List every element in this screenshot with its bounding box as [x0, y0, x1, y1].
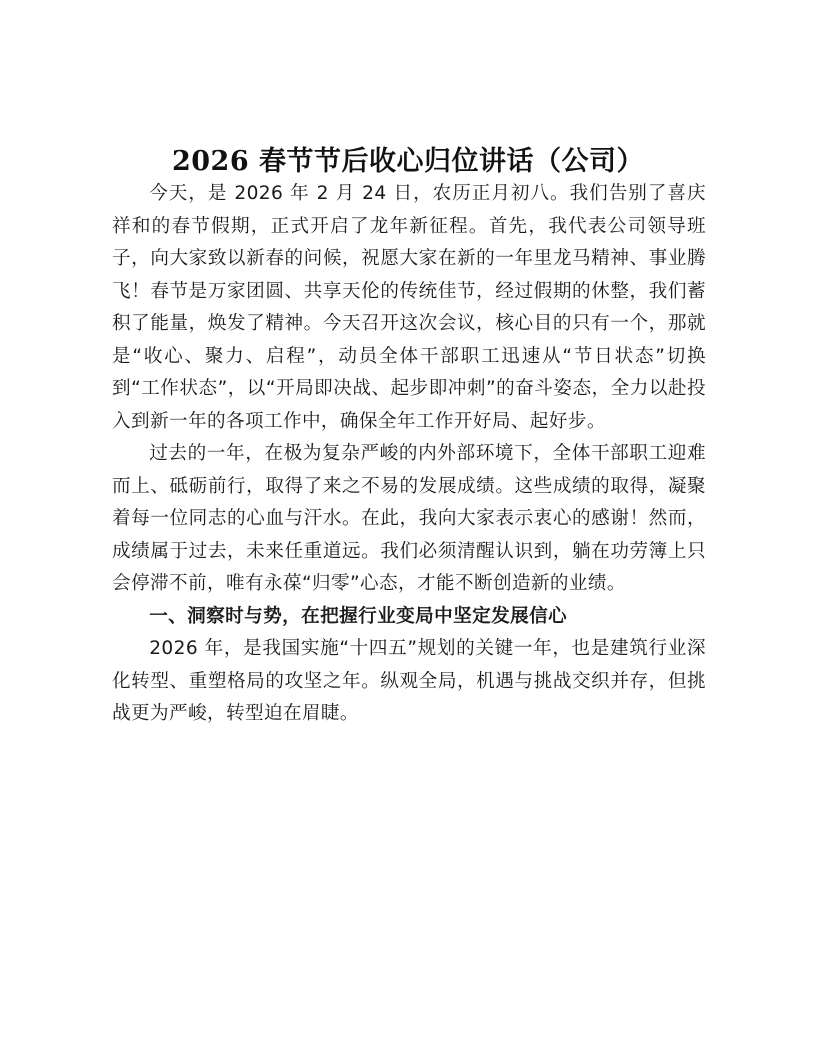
document-title: 2026 春节节后收心归位讲话（公司） [171, 146, 645, 177]
section-heading: 一、洞察时与势，在把握行业变局中坚定发展信心 [149, 605, 568, 627]
paragraph-section: 2026 年，是我国实施“十四五”规划的关键一年，也是建筑行业深化转型、重塑格局的攻坚之年。纵观全局，机遇与挑战交织并存，但挑战更为严峻，转型迫在眉睫。 [112, 638, 706, 724]
paragraph-review: 过去的一年，在极为复杂严峻的内外部环境下，全体干部职工迎难而上、砥砺前行，取得了来之不易的发展成绩。这些成绩的取得，凝聚着每一位同志的心血与汗水。在此，我向大家表示衷心的感谢！然而，成绩属于过去，未来任重道远。我们必须清醒认识到，躺在功劳簿上只会停滞不前，唯有永葆“归零”心态，才能不断创造新的业绩。 [112, 443, 706, 594]
paragraph-opening: 今天，是 2026 年 2 月 24 日，农历正月初八。我们告别了喜庆祥和的春节假期，正式开启了龙年新征程。首先，我代表公司领导班子，向大家致以新春的问候，祝愿大家在新的一年里龙马精神、事业腾飞！春节是万家团圆、共享天伦的传统佳节，经过假期的休整，我们蓄积了能量，焕发了精神。今天召开这次会议，核心目的只有一个，那就是“收心、聚力、启程”，动员全体干部职工迅速从“节日状态”切换到“工作状态”，以“开局即决战、起步即冲刺”的奋斗姿态，全力以赴投入到新一年的各项工作中，确保全年工作开好局、起好步。 [112, 183, 706, 432]
document-body [112, 178, 706, 731]
